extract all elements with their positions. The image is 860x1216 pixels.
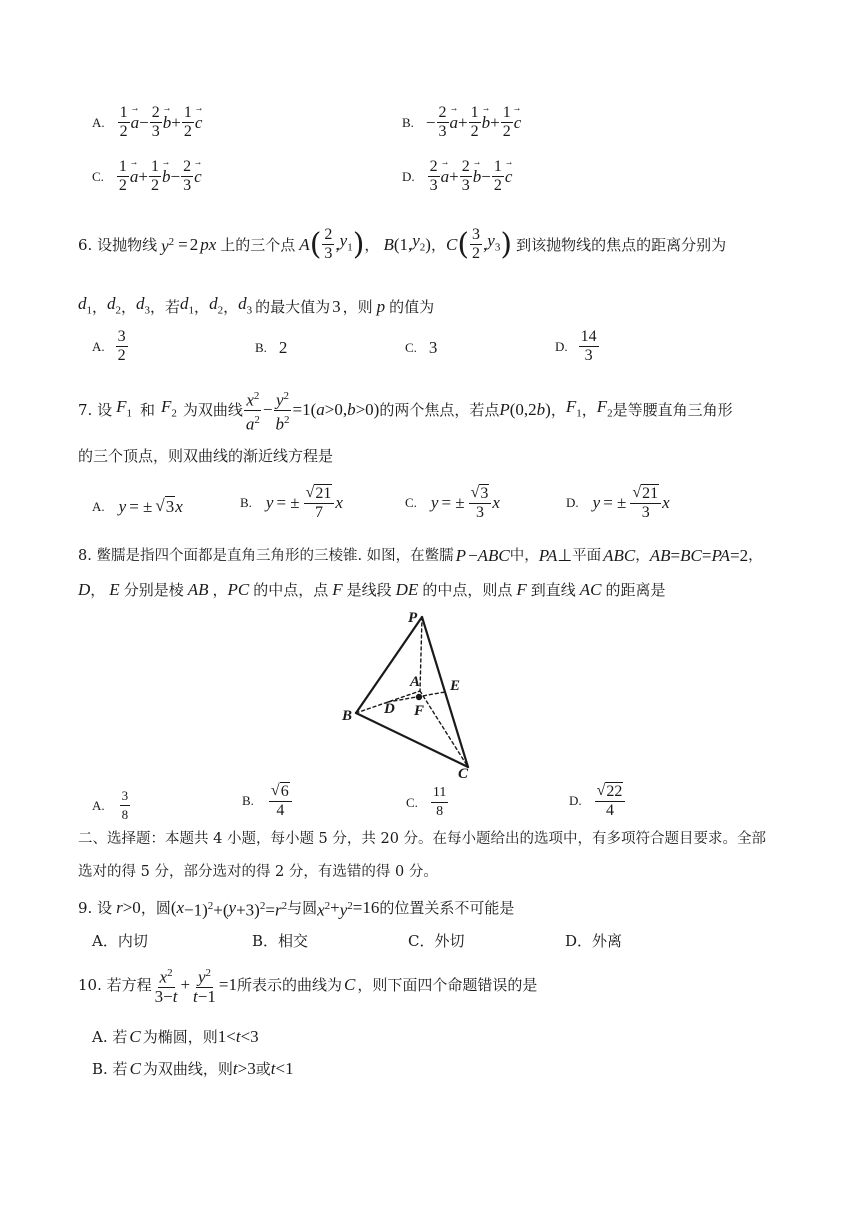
q7-option-b[interactable]: B. y = ± √ 21 7 x (240, 484, 343, 521)
q10-option-b[interactable]: B. 若 C 为双曲线，则 t >3 或 t <1 (92, 1059, 294, 1078)
label-e: E (450, 678, 461, 694)
label-p: P (408, 610, 418, 626)
q8-stem-line2: D ， E 分别是棱 AB ， PC 的中点，点 F 是线段 DE 的中点，则点 F 到直线 AC 的距离是 (78, 580, 666, 599)
q9-option-b[interactable]: B． 相交 (252, 932, 309, 950)
q6-stem-line2: $d_1$ ， $d_2$ ， $d_3$ ，若 $d_1$ ， $d_2$ ， $d_3$ 的最大值为 3 ，则 p 的值为 (78, 294, 435, 317)
label-d: D (384, 701, 395, 717)
q7-stem-line2: 的三个顶点，则双曲线的渐近线方程是 (78, 447, 334, 465)
q8-option-a[interactable]: A. $\frac{3}{8}$ (92, 788, 129, 822)
q6-option-a[interactable]: A. $\frac{3}{2}$ (92, 328, 126, 364)
q8-option-b[interactable]: B. √ 6 4 (242, 782, 293, 820)
label-f: F (414, 703, 425, 719)
q9-option-d[interactable]: D． 外离 (565, 932, 623, 950)
label-c: C (458, 766, 469, 782)
q9-option-c[interactable]: C． 外切 (408, 932, 465, 950)
section-2-heading-line1: 二、选择题：本题共 4 小题，每小题 5 分，共 20 分。在每小题给出的选项中，有多项符合题目要求。全部 (78, 831, 767, 847)
q8-stem-line1: 8. 鳖臑是指四个面都是直角三角形的三棱锥. 如图，在鳖臑 P − ABC 中， PA ⊥ 平面 ABC ， AB = BC = PA =2 ， (78, 546, 763, 565)
section-2-heading-line2: 选对的得 5 分，部分选对的得 2 分，有选错的得 0 分。 (78, 864, 438, 880)
q10-option-a[interactable]: A. 若 C 为椭圆，则 1< t <3 (92, 1027, 259, 1046)
q5-option-b[interactable]: B. − $\frac{2}{3}$ → a + $\frac{1}{2}$ → b + $\frac{1}{2}$ → c (402, 104, 521, 141)
q5-option-a[interactable]: A. $\frac{1}{2}$ → a − $\frac{2}{3}$ → b + $\frac{1}{2}$ → c (92, 104, 202, 141)
q10-stem: 10. 若方程 $\frac{x^2}{3-t}$ + $\frac{y^2}{t-1}$ =1 所表示的曲线为 C ，则下面四个命题错误的是 (78, 964, 537, 1007)
q7-stem-line1: 7. 设 $F_1$ 和 $F_2$ 为双曲线 $\frac{x^2}{a^2}$ − $\frac{y^2}{b^2}$ =1( a >0, b >0) 的两个焦点，若点 P (0,2 b ) ， $F_1$ ， $F_2$ 是等腰直角三角形 (78, 387, 733, 433)
q9-stem: 9. 设 r >0 ，圆 ( x −1)$^2$+( y +3)$^2$= $r^2$ 与圆 $x^2$ + $y^2$ =16 的位置关系不可能是 (78, 898, 515, 920)
q7-option-c[interactable]: C. y = ± √ 3 3 x (405, 484, 500, 521)
edge-pa (420, 617, 422, 691)
q6-option-c[interactable]: C. 3 (405, 338, 438, 357)
label-a: A (410, 674, 421, 690)
q5-option-d[interactable]: D. $\frac{2}{3}$ → a + $\frac{2}{3}$ → b − $\frac{1}{2}$ → c (402, 158, 512, 195)
q8-option-d[interactable]: D. √ 22 4 (569, 782, 626, 820)
edge-bc (356, 713, 468, 767)
edge-pc (422, 617, 468, 767)
q7-option-d[interactable]: D. y = ± √ 21 3 x (566, 484, 670, 521)
tetrahedron-figure (330, 605, 490, 783)
q5-option-c[interactable]: C. $\frac{1}{2}$ → a + $\frac{1}{2}$ → b − $\frac{2}{3}$ → c (92, 158, 202, 195)
point-f (416, 694, 422, 700)
q6-option-b[interactable]: B. 2 (255, 338, 288, 357)
q8-option-c[interactable]: C. $\frac{11}{8}$ (406, 785, 447, 819)
label-b: B (342, 708, 353, 724)
edge-pb (356, 617, 422, 713)
q9-option-a[interactable]: A． 内切 (92, 932, 148, 950)
q6-stem-line1: 6. 设抛物线 $y^2$ = 2 px 上的三个点 A ( $\frac{2}{3}$ , $y_1$ ) ， B (1, $y_2$ ) ， C ( $\frac{3}{2}$ , $y_3$ ) 到该抛物线的焦点的距离分别为 (78, 226, 727, 262)
q7-option-a[interactable]: A. y = ± √ 3 x (92, 496, 183, 516)
q6-option-d[interactable]: D. $\frac{14}{3}$ (555, 328, 597, 364)
